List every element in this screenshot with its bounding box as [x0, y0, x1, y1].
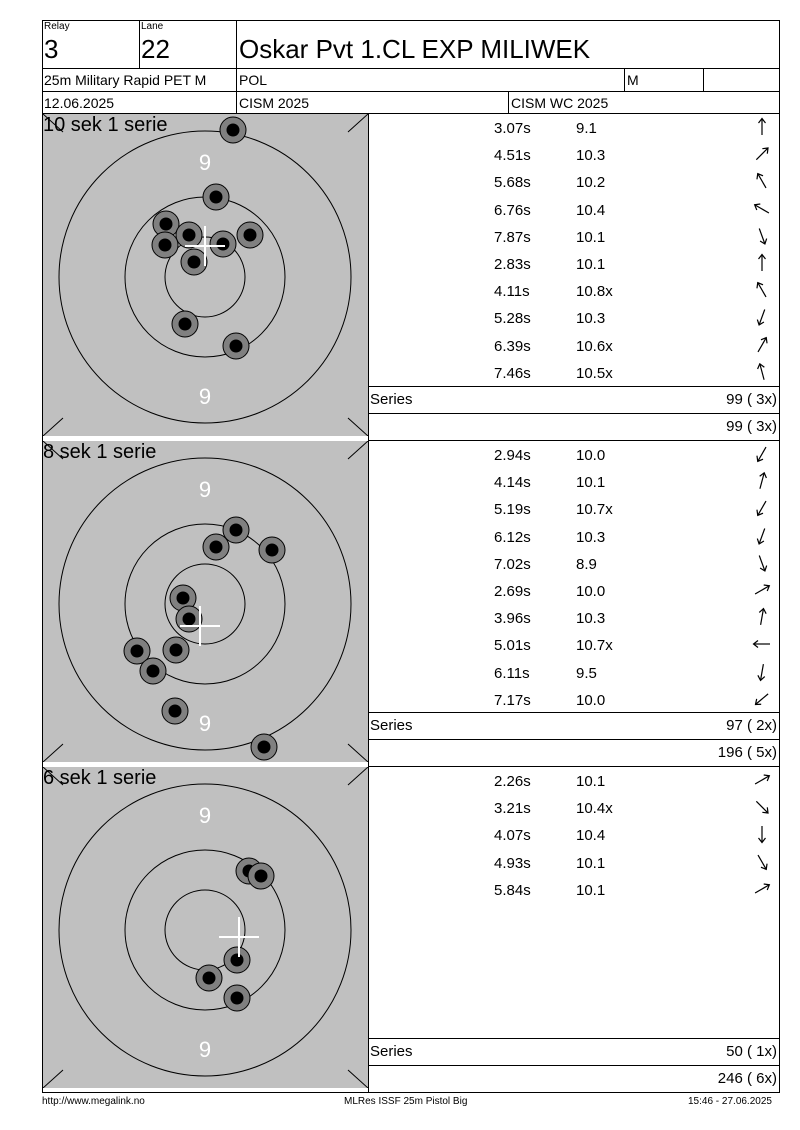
series-label: Series — [370, 717, 413, 734]
shot-impact-core — [159, 239, 172, 252]
shot-impact-core — [231, 992, 244, 1005]
shot-time: 4.11s — [494, 283, 530, 301]
shot-time: 7.46s — [494, 364, 531, 382]
shot-impact-core — [179, 318, 192, 331]
shot-value: 10.0 — [576, 447, 606, 464]
shot-impact-core — [266, 544, 279, 557]
shot-row — [370, 525, 780, 552]
shot-time: 5.68s — [494, 174, 531, 192]
shot-time: 7.17s — [494, 691, 531, 709]
shot-value: 9.1 — [576, 120, 597, 137]
shot-impact-core — [231, 954, 244, 967]
shot-impact-core — [183, 613, 196, 626]
shot-impact-core — [169, 705, 182, 718]
shot-time: 7.02s — [494, 555, 531, 573]
series-label: Series — [370, 1043, 413, 1060]
shot-row — [370, 470, 780, 497]
competition: CISM 2025 — [239, 95, 310, 111]
shot-row — [370, 170, 780, 197]
shot-value: 10.8x — [576, 283, 613, 301]
shot-row — [370, 252, 780, 279]
direction-arrow-icon — [752, 824, 772, 844]
ring-number-label: 9 — [198, 384, 212, 409]
target-panel-1 — [43, 114, 368, 436]
direction-arrow-icon — [752, 553, 772, 573]
direction-arrow-icon — [752, 307, 772, 327]
header-vline-gender — [624, 68, 625, 91]
shot-value: 10.7x — [576, 637, 613, 655]
section-divider — [368, 440, 780, 441]
direction-arrow-icon — [752, 226, 772, 246]
ring-number-label: 9 — [198, 477, 212, 502]
direction-arrow-icon — [752, 199, 772, 219]
shot-value: 10.0 — [576, 691, 606, 709]
shot-time: 3.07s — [494, 120, 531, 137]
total-score-row — [368, 739, 780, 766]
shot-impact-core — [227, 124, 240, 137]
shot-impact-core — [210, 191, 223, 204]
section-divider — [368, 766, 780, 767]
event-name: 25m Military Rapid PET M — [44, 72, 207, 88]
date: 12.06.2025 — [44, 95, 115, 111]
championship: CISM WC 2025 — [511, 95, 609, 111]
shot-row — [370, 579, 780, 606]
shot-impact-core — [230, 340, 243, 353]
shot-row — [370, 497, 780, 524]
direction-arrow-icon — [752, 852, 772, 872]
shot-value: 10.3 — [576, 310, 606, 328]
shot-impact-core — [210, 541, 223, 554]
shot-time: 7.87s — [494, 228, 531, 246]
series-label: Series — [370, 391, 413, 408]
shot-value: 10.2 — [576, 174, 606, 192]
shot-impact-core — [255, 870, 268, 883]
shot-impact-core — [131, 645, 144, 658]
shot-value: 10.1 — [576, 854, 606, 872]
shot-time: 3.96s — [494, 610, 531, 628]
total-score: 99 ( 3x) — [726, 418, 777, 435]
target-panel-2 — [43, 441, 368, 762]
shot-value: 9.5 — [576, 664, 597, 682]
gender: M — [627, 72, 639, 88]
shot-row — [370, 334, 780, 361]
shot-time: 6.12s — [494, 528, 531, 546]
shot-value: 10.4 — [576, 201, 606, 219]
shot-time: 2.94s — [494, 447, 531, 464]
direction-arrow-icon — [752, 797, 772, 817]
shot-impact-core — [183, 229, 196, 242]
shot-value: 8.9 — [576, 555, 597, 573]
shot-time: 5.84s — [494, 881, 531, 899]
shot-time: 5.01s — [494, 637, 531, 655]
shot-row — [370, 143, 780, 170]
shot-row — [370, 851, 780, 878]
shot-value: 10.6x — [576, 337, 613, 355]
header-divider-2 — [42, 91, 780, 92]
relay-label: Relay — [44, 21, 70, 32]
target-plot — [43, 441, 368, 762]
shot-time: 6.11s — [494, 664, 530, 682]
data-column-left-border — [368, 114, 369, 1093]
shot-impact-core — [177, 592, 190, 605]
shot-value: 10.7x — [576, 501, 613, 519]
shot-impact-core — [170, 644, 183, 657]
shot-impact-core — [244, 229, 257, 242]
shot-time: 5.28s — [494, 310, 531, 328]
nation: POL — [239, 72, 268, 88]
shot-row — [370, 606, 780, 633]
total-score-row — [368, 1065, 780, 1092]
shot-row — [370, 225, 780, 252]
shot-row — [370, 443, 780, 470]
shot-value: 10.3 — [576, 610, 606, 628]
direction-arrow-icon — [752, 335, 772, 355]
direction-arrow-icon — [752, 280, 772, 300]
shot-impact-core — [230, 524, 243, 537]
shot-row — [370, 198, 780, 225]
shot-time: 3.21s — [494, 800, 531, 818]
shot-row — [370, 823, 780, 850]
shot-value: 10.5x — [576, 364, 613, 382]
series-title: 6 sek 1 serie — [43, 767, 157, 789]
direction-arrow-icon — [752, 498, 772, 518]
shot-row — [370, 878, 780, 905]
relay-value: 3 — [44, 34, 59, 64]
shot-value: 10.3 — [576, 528, 606, 546]
shot-time: 5.19s — [494, 501, 531, 519]
ring-number-label: 9 — [198, 150, 212, 175]
ring-number-label: 9 — [198, 1037, 212, 1062]
shot-impact-core — [258, 741, 271, 754]
direction-arrow-icon — [752, 471, 772, 491]
shot-row — [370, 361, 780, 388]
direction-arrow-icon — [752, 770, 772, 790]
direction-arrow-icon — [752, 253, 772, 273]
shot-time: 2.26s — [494, 773, 531, 790]
series-score: 99 ( 3x) — [726, 391, 777, 408]
direction-arrow-icon — [752, 607, 772, 627]
shot-row — [370, 306, 780, 333]
header-vline-relay — [139, 20, 140, 68]
shot-row — [370, 796, 780, 823]
direction-arrow-icon — [752, 444, 772, 464]
shot-time: 4.93s — [494, 854, 531, 872]
footer-url[interactable]: http://www.megalink.no — [42, 1096, 145, 1107]
series-title: 8 sek 1 serie — [43, 441, 157, 463]
direction-arrow-icon — [752, 689, 772, 709]
ring-number-label: 9 — [198, 803, 212, 828]
shot-value: 10.1 — [576, 228, 606, 246]
shot-value: 10.4 — [576, 827, 606, 845]
shot-row — [370, 633, 780, 660]
direction-arrow-icon — [752, 580, 772, 600]
shot-time: 6.76s — [494, 201, 531, 219]
bottom-border — [42, 1092, 780, 1093]
direction-arrow-icon — [752, 879, 772, 899]
shot-time: 6.39s — [494, 337, 531, 355]
athlete-name: Oskar Pvt 1.CL EXP MILIWEK — [239, 34, 591, 64]
shot-impact-core — [188, 256, 201, 269]
header-vline-lane — [236, 20, 237, 114]
series-score-row — [368, 712, 780, 739]
shot-value: 10.1 — [576, 881, 606, 899]
footer-software: MLRes ISSF 25m Pistol Big — [344, 1096, 468, 1107]
shot-impact-core — [147, 665, 160, 678]
series-score: 50 ( 1x) — [726, 1043, 777, 1060]
target-panel-3 — [43, 767, 368, 1088]
shot-value: 10.3 — [576, 147, 606, 165]
header-divider-1 — [42, 68, 780, 69]
shot-row — [370, 552, 780, 579]
shot-value: 10.0 — [576, 583, 606, 600]
series-title: 10 sek 1 serie — [43, 114, 168, 136]
series-score-row — [368, 1038, 780, 1065]
shot-value: 10.1 — [576, 474, 606, 492]
shot-value: 10.4x — [576, 800, 613, 818]
direction-arrow-icon — [752, 662, 772, 682]
total-score: 246 ( 6x) — [717, 1070, 777, 1087]
shot-row — [370, 688, 780, 715]
shot-impact-core — [217, 238, 230, 251]
target-plot — [43, 114, 368, 436]
direction-arrow-icon — [752, 117, 772, 137]
shot-time: 4.51s — [494, 147, 531, 165]
footer-timestamp: 15:46 - 27.06.2025 — [688, 1096, 772, 1107]
direction-arrow-icon — [752, 362, 772, 382]
total-score-row — [368, 413, 780, 440]
shot-row — [370, 279, 780, 306]
shot-row — [370, 661, 780, 688]
direction-arrow-icon — [752, 634, 772, 654]
shot-value: 10.1 — [576, 773, 606, 790]
shot-impact-core — [203, 972, 216, 985]
direction-arrow-icon — [752, 171, 772, 191]
shot-time: 4.07s — [494, 827, 531, 845]
shot-row — [370, 769, 780, 796]
target-plot — [43, 767, 368, 1088]
shot-row — [370, 116, 780, 143]
lane-value: 22 — [141, 34, 170, 64]
direction-arrow-icon — [752, 526, 772, 546]
header-vline-champ — [508, 91, 509, 114]
total-score: 196 ( 5x) — [717, 744, 777, 761]
shot-time: 4.14s — [494, 474, 531, 492]
shot-time: 2.83s — [494, 256, 531, 273]
series-score-row — [368, 386, 780, 413]
shot-time: 2.69s — [494, 583, 531, 600]
ring-number-label: 9 — [198, 711, 212, 736]
direction-arrow-icon — [752, 144, 772, 164]
series-score: 97 ( 2x) — [726, 717, 777, 734]
header-vline-extra — [703, 68, 704, 91]
shot-impact-core — [160, 218, 173, 231]
lane-label: Lane — [141, 21, 164, 32]
shot-value: 10.1 — [576, 256, 606, 273]
